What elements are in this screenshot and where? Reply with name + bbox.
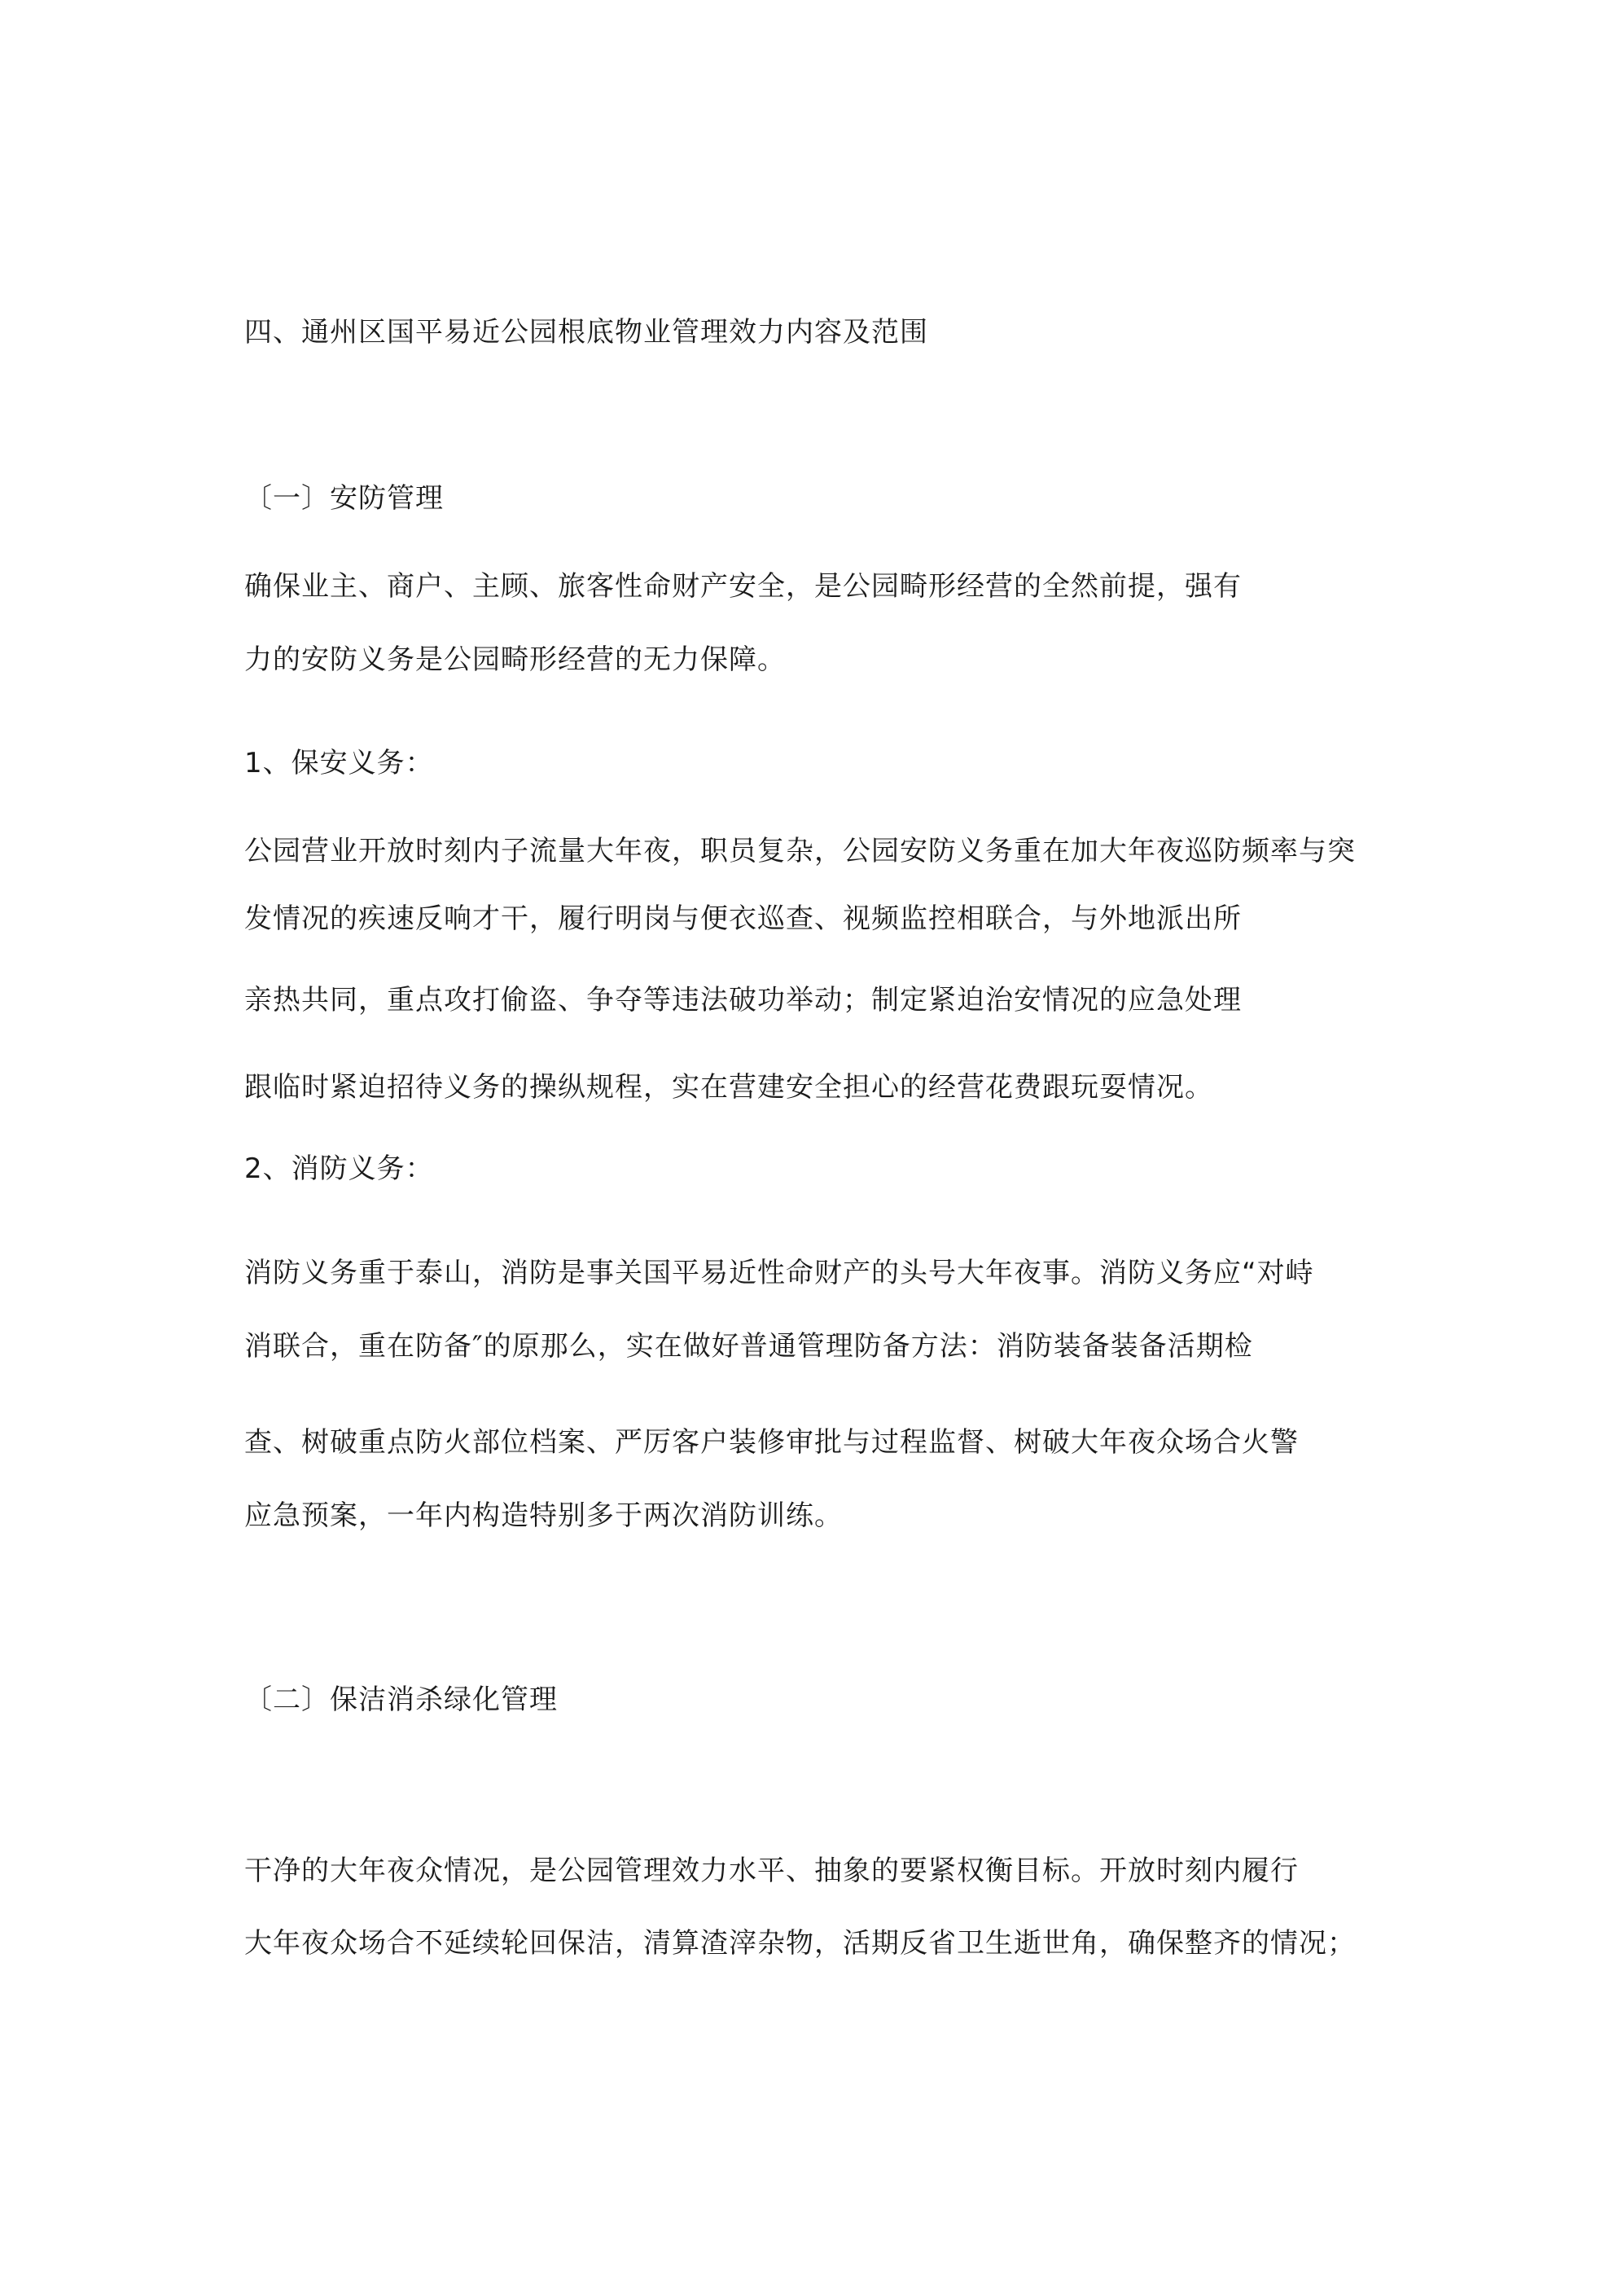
paragraph-line: 大年夜众场合不延续轮回保洁，清算渣滓杂物，活期反省卫生逝世角，确保整齐的情况； [244,1927,1356,1960]
paragraph-line: 跟临时紧迫招待义务的操纵规程，实在营建安全担心的经营花费跟玩耍情况。 [244,1071,1213,1104]
paragraph-line: 公园营业开放时刻内子流量大年夜，职员复杂，公园安防义务重在加大年夜巡防频率与突 [244,835,1356,867]
paragraph-line: 消防义务重于泰山，消防是事关国平易近性命财产的头号大年夜事。消防义务应“对峙 [244,1257,1314,1289]
section-heading: 四、通州区国平易近公园根底物业管理效力内容及范围 [244,316,928,349]
paragraph-line: 应急预案，一年内构造特别多于两次消防训练。 [244,1499,843,1532]
subsection-title-security: 〔一〕安防管理 [244,482,444,515]
paragraph-line: 确保业主、商户、主顾、旅客性命财产安全，是公园畸形经营的全然前提，强有 [244,570,1242,603]
item-title-guard-duty: 1、保安义务： [244,747,434,779]
subsection-title-cleaning: 〔二〕保洁消杀绿化管理 [244,1684,558,1716]
paragraph-line: 查、树破重点防火部位档案、严厉客户装修审批与过程监督、树破大年夜众场合火警 [244,1426,1299,1459]
item-title-fire-duty: 2、消防义务： [244,1152,434,1185]
paragraph-line: 亲热共同，重点攻打偷盗、争夺等违法破功举动；制定紧迫治安情况的应急处理 [244,984,1242,1016]
paragraph-line: 干净的大年夜众情况，是公园管理效力水平、抽象的要紧权衡目标。开放时刻内履行 [244,1855,1299,1887]
paragraph-line: 消联合，重在防备″的原那么，实在做好普通管理防备方法：消防装备装备活期检 [244,1330,1253,1363]
paragraph-line: 发情况的疾速反响才干，履行明岗与便衣巡查、视频监控相联合，与外地派出所 [244,902,1242,935]
paragraph-line: 力的安防义务是公园畸形经营的无力保障。 [244,643,786,676]
